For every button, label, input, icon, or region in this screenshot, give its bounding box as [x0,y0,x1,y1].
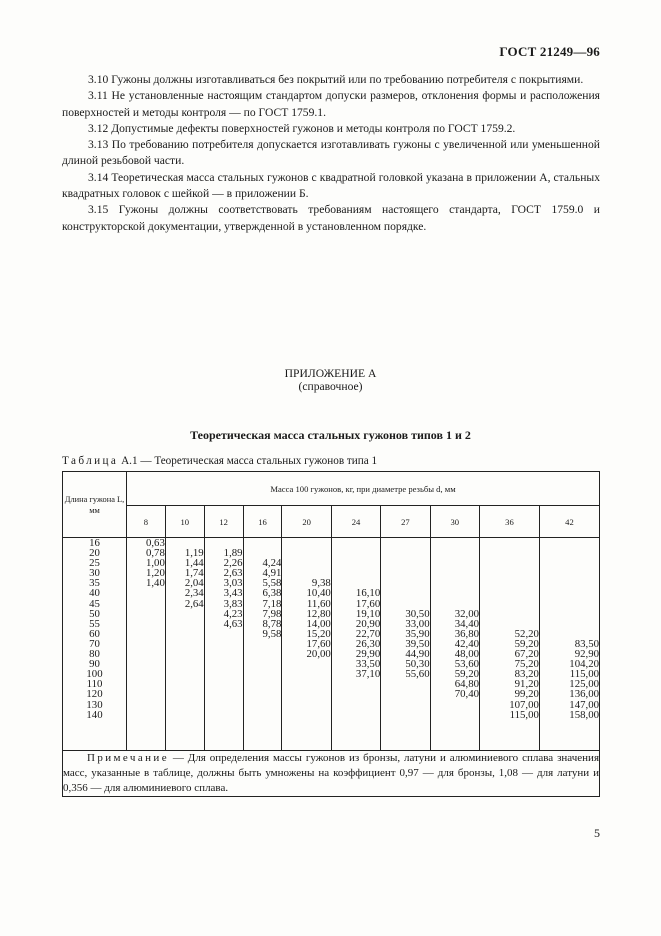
mass-value: 1,20 [145,567,165,580]
mass-value: 4,91 [262,567,282,580]
mass-value [127,689,165,699]
mass-value [332,568,380,578]
mass-column-d36 [480,538,540,751]
mass-value: 6,38 [262,587,282,600]
mass-column-d24 [331,538,380,751]
length-value: 130 [86,698,103,711]
mass-value [127,599,165,609]
note-label: Примечание [87,752,169,764]
mass-value: 2,34 [184,587,204,600]
mass-value [282,659,330,669]
mass-value [127,609,165,619]
paragraph-3-11: 3.11 Не установленные настоящим стандартом допуски размеров, отклонения формы и расположения поверхностей и методы контроля — по ГОСТ 1759.1. [62,89,600,119]
mass-value [381,558,429,568]
mass-value: 2,26 [223,557,243,570]
mass-value [166,619,204,629]
mass-value [540,538,599,548]
mass-column-d16 [243,538,282,751]
mass-value: 11,60 [306,597,331,610]
appendix-title: ПРИЛОЖЕНИЕ А [284,367,377,380]
mass-value: 50,30 [405,658,430,671]
mass-value [540,599,599,609]
mass-value [282,700,330,710]
diameter-header-12: 12 [204,506,243,538]
mass-value: 1,40 [145,577,165,590]
mass-value [127,649,165,659]
mass-value: 3,43 [223,587,243,600]
length-value: 55 [89,617,100,630]
mass-value: 92,90 [574,648,599,661]
mass-value [282,548,330,558]
mass-value [332,710,380,720]
mass-value [244,538,282,548]
mass-value [244,649,282,659]
mass-value: 75,20 [514,658,539,671]
mass-table [62,471,600,797]
mass-body-row [63,538,600,751]
mass-value [205,669,243,679]
mass-value [166,629,204,639]
mass-value [540,609,599,619]
mass-value: 48,00 [454,648,479,661]
mass-value: 4,23 [223,607,243,620]
mass-value [381,689,429,699]
mass-value [480,538,539,548]
mass-value [166,679,204,689]
mass-value [332,538,380,548]
length-value: 25 [89,557,100,570]
mass-value [381,588,429,598]
mass-value [127,700,165,710]
mass-value [127,619,165,629]
mass-value [540,578,599,588]
mass-column-d27 [381,538,430,751]
mass-value: 53,60 [454,658,479,671]
length-value: 140 [86,708,103,721]
mass-value [205,700,243,710]
mass-column-d8 [127,538,166,751]
mass-value: 5,58 [262,577,282,590]
mass-value [205,639,243,649]
mass-value [244,669,282,679]
mass-value: 83,20 [514,668,539,681]
length-value: 45 [89,597,100,610]
mass-value: 39,50 [405,637,430,650]
mass-value: 67,20 [514,648,539,661]
length-value: 120 [86,688,103,701]
mass-column-d12 [204,538,243,751]
mass-value: 147,00 [569,698,599,711]
diameter-header-42: 42 [539,506,599,538]
mass-value [205,679,243,689]
mass-value [431,568,479,578]
mass-value [166,649,204,659]
length-value: 100 [86,668,103,681]
mass-value [381,548,429,558]
mass-value: 33,00 [405,617,430,630]
diameter-header-27: 27 [381,506,430,538]
mass-value [282,669,330,679]
mass-value [381,710,429,720]
mass-value [332,558,380,568]
mass-value [332,700,380,710]
mass-value [540,619,599,629]
diameter-header-8: 8 [127,506,166,538]
mass-value [480,578,539,588]
paragraph-3-15: 3.15 Гужоны должны соответствовать требованиям настоящего стандарта, ГОСТ 1759.0 и конструкторской документации, утвержденной в установленном порядке. [62,203,600,233]
mass-value [431,700,479,710]
paragraph-3-12: 3.12 Допустимые дефекты поверхностей гужонов и методы контроля по ГОСТ 1759.2. [88,121,516,135]
mass-value [332,679,380,689]
length-value: 80 [89,648,100,661]
mass-value [205,649,243,659]
note-text: — Для определения массы гужонов из бронзы, латуни и алюминиевого сплава значения масс, указанные в таблице, должны быть умножены на коэффициент 0,97 — для бронзы, 1,08 — для латуни и 0,356 — для алюминиевого сплава. [63,752,599,794]
mass-value: 10,40 [306,587,331,600]
mass-value [244,710,282,720]
mass-value [480,548,539,558]
mass-value: 9,58 [262,627,282,640]
document-header: ГОСТ 21249—96 [499,44,600,59]
mass-value [381,578,429,588]
mass-value: 99,20 [514,688,539,701]
mass-value: 1,74 [184,567,204,580]
mass-value: 36,80 [454,627,479,640]
mass-value: 34,40 [454,617,479,630]
mass-value [381,700,429,710]
length-value: 40 [89,587,100,600]
mass-value: 29,90 [355,648,381,661]
mass-value: 35,90 [405,627,430,640]
mass-value: 3,03 [223,577,243,590]
mass-column-d20 [282,538,331,751]
mass-value: 0,78 [145,547,165,560]
mass-value [480,588,539,598]
mass-value: 4,24 [262,557,282,570]
mass-value [282,710,330,720]
paragraph-3-10: 3.10 Гужоны должны изготавливаться без покрытий или по требованию потребителя с покрытиями. [88,73,584,86]
mass-value: 1,19 [184,547,204,560]
mass-value: 91,20 [514,678,539,691]
mass-value [166,669,204,679]
diameter-header-36: 36 [480,506,540,538]
mass-value [244,679,282,689]
mass-value: 52,20 [514,627,539,640]
mass-value [431,548,479,558]
mass-value [431,558,479,568]
mass-value: 104,20 [569,658,599,671]
mass-value: 64,80 [454,678,479,691]
mass-value [480,599,539,609]
mass-value [480,558,539,568]
mass-value [282,679,330,689]
mass-value [282,538,330,548]
mass-value: 19,10 [355,607,381,620]
mass-value [282,558,330,568]
mass-value: 8,78 [262,617,282,630]
table-note [63,751,600,797]
mass-value [381,538,429,548]
mass-value [127,629,165,639]
mass-group-header: Масса 100 гужонов, кг, при диаметре резьбы d, мм [127,472,600,506]
mass-value: 136,00 [569,688,599,701]
length-value: 70 [89,637,100,650]
mass-value: 59,20 [454,668,479,681]
mass-value: 3,83 [223,597,243,610]
mass-column-d10 [165,538,204,751]
length-value: 20 [89,547,100,560]
mass-value: 83,50 [574,637,599,650]
mass-value [282,689,330,699]
mass-value: 2,63 [223,567,243,580]
mass-value: 7,98 [262,607,282,620]
appendix-subtitle: (справочное) [298,380,363,393]
mass-value: 32,00 [454,607,479,620]
appendix-heading [0,367,661,393]
mass-value [127,639,165,649]
mass-value: 33,50 [355,658,381,671]
mass-value: 2,64 [184,597,204,610]
diameter-header-30: 30 [430,506,479,538]
mass-value [166,700,204,710]
mass-value: 15,20 [306,627,331,640]
mass-value: 55,60 [405,668,430,681]
paragraph-3-13: 3.13 По требованию потребителя допускается изготавливать гужоны с увеличенной или уменьшенной длиной резьбовой части. [62,138,600,168]
mass-value: 158,00 [569,708,599,721]
mass-value [480,568,539,578]
table-caption-label: Таблица [62,455,119,467]
page-number: 5 [594,826,600,840]
mass-value [166,659,204,669]
mass-value [166,639,204,649]
length-value: 16 [89,537,100,549]
mass-value [166,609,204,619]
mass-value: 1,89 [223,547,243,560]
mass-value [332,689,380,699]
mass-value [205,689,243,699]
length-value: 90 [89,658,100,671]
mass-value [540,558,599,568]
length-column [63,538,127,751]
length-value: 110 [86,678,103,691]
mass-value [480,609,539,619]
mass-value [381,679,429,689]
mass-value: 115,00 [569,668,599,681]
mass-value: 9,38 [311,577,331,590]
mass-value: 4,63 [223,617,243,630]
mass-value: 2,04 [184,577,204,590]
length-value: 50 [89,607,100,620]
mass-value [127,588,165,598]
mass-value: 115,00 [509,708,539,721]
length-value: 35 [89,577,100,590]
mass-value: 42,40 [454,637,479,650]
mass-value [205,710,243,720]
mass-value [166,689,204,699]
mass-value [431,538,479,548]
diameter-header-row [63,506,600,538]
mass-value: 30,50 [405,607,430,620]
mass-column-d30 [430,538,479,751]
mass-value [244,689,282,699]
table-caption [62,455,377,467]
length-header: Длина гужона L, мм [63,472,127,538]
mass-value: 17,60 [355,597,381,610]
mass-value: 1,44 [184,557,204,570]
length-value: 30 [89,567,100,580]
mass-value: 70,40 [454,688,479,701]
table-caption-text: А.1 — Теоретическая масса стальных гужонов типа 1 [121,455,378,467]
diameter-header-20: 20 [282,506,331,538]
mass-value: 7,18 [262,597,282,610]
mass-value: 16,10 [355,587,381,600]
mass-value [540,548,599,558]
length-value: 60 [89,627,100,640]
mass-value [431,588,479,598]
mass-value: 125,00 [569,678,599,691]
mass-value: 20,00 [306,648,331,661]
mass-value [205,659,243,669]
mass-value: 107,00 [509,698,539,711]
mass-value [127,710,165,720]
mass-value [431,578,479,588]
mass-value: 37,10 [355,668,381,681]
mass-value [166,710,204,720]
table-title: Теоретическая масса стальных гужонов типов 1 и 2 [190,428,471,442]
mass-value [205,629,243,639]
mass-value: 44,90 [405,648,430,661]
diameter-header-10: 10 [165,506,204,538]
mass-column-d42 [539,538,599,751]
mass-value [127,659,165,669]
mass-value: 20,90 [355,617,381,630]
mass-value: 1,00 [145,557,165,570]
requirements-section [62,72,600,235]
mass-value [540,568,599,578]
mass-value [540,588,599,598]
mass-value: 22,70 [355,627,381,640]
mass-value: 26,30 [355,637,381,650]
mass-value: 14,00 [306,617,331,630]
diameter-header-24: 24 [331,506,380,538]
mass-value [431,710,479,720]
mass-value [244,659,282,669]
mass-value: 59,20 [514,637,539,650]
mass-value: 17,60 [306,637,331,650]
mass-value [127,679,165,689]
diameter-header-16: 16 [243,506,282,538]
mass-value [127,669,165,679]
mass-value [332,548,380,558]
paragraph-3-14: 3.14 Теоретическая масса стальных гужонов с квадратной головкой указана в приложении А, стальных квадратных головок с шейкой — в приложении Б. [62,170,600,201]
mass-value [244,639,282,649]
mass-value: 0,63 [145,537,165,549]
mass-value [244,700,282,710]
mass-value [381,568,429,578]
mass-value: 12,80 [306,607,331,620]
